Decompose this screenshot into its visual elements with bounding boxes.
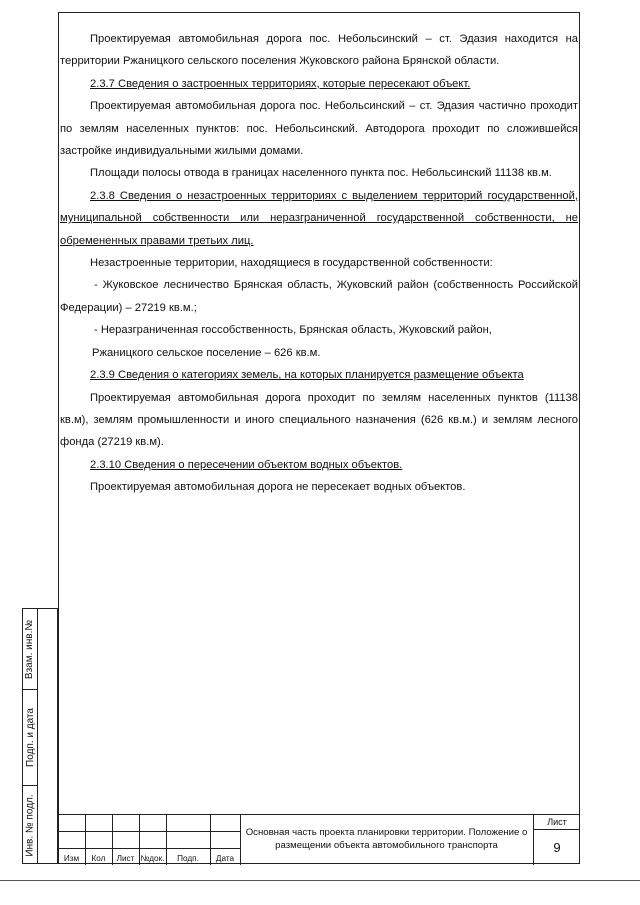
- list-item: - Неразграниченная госсобственность, Брянская область, Жуковский район,: [94, 324, 492, 337]
- side-label-text: Подп. и дата: [24, 707, 36, 767]
- section-heading: 2.3.7 Сведения о застроенных территориях, которые пересекают объект.: [90, 77, 471, 90]
- list-item-continuation: Ржаницкого сельское поселение – 626 кв.м.: [92, 346, 321, 359]
- paragraph: Проектируемая автомобильная дорога не пересекает водных объектов.: [90, 481, 466, 494]
- header-list: Лист: [116, 854, 135, 863]
- scan-edge-line: [0, 880, 640, 881]
- paragraph: Незастроенные территории, находящиеся в государственной собственности:: [90, 257, 493, 270]
- side-label-text: Инв. № подл.: [24, 793, 36, 857]
- section-heading: 2.3.9 Сведения о категориях земель, на которых планируется размещение объекта: [90, 369, 524, 382]
- section-heading: 2.3.10 Сведения о пересечении объектом водных объектов.: [90, 458, 403, 471]
- paragraph: Площади полосы отвода в границах населенного пункта пос. Небольсинский 11138 кв.м.: [90, 167, 552, 180]
- side-label-vzam: [23, 609, 37, 690]
- paragraph: Проектируемая автомобильная дорога пос. Небольсинский – ст. Эдазия находится на территории Ржаницкого сельского поселения Жуковского района Брянской области.: [60, 33, 578, 68]
- section-heading: 2.3.8 Сведения о незастроенных территориях с выделением территорий государственной, муниципальной собственности или неразграниченной государственной собственности, не обремененных правами третьих лиц.: [60, 189, 578, 247]
- revision-table: [58, 815, 240, 865]
- side-label-text: Взам. инв.№: [24, 619, 36, 679]
- document-title: Основная часть проекта планировки территории. Положение о размещении объекта автомобильного транспорта: [240, 815, 534, 865]
- header-podp: Подп.: [177, 854, 199, 863]
- header-data: Дата: [215, 854, 235, 863]
- sheet-cell: [534, 815, 580, 865]
- header-ndok: №док.: [140, 854, 165, 863]
- side-divider: [37, 609, 38, 863]
- document-body: [60, 28, 578, 499]
- side-label-podp: [23, 689, 37, 786]
- side-label-inv: [23, 785, 37, 865]
- sheet-number: 9: [553, 839, 561, 855]
- sheet-label: Лист: [534, 815, 580, 830]
- paragraph: Проектируемая автомобильная дорога проходит по землям населенных пунктов (11138 кв.м), землям промышленности и иного специального назначения (626 кв.м.) и землям лесного фонда (27219 кв.м).: [60, 391, 578, 449]
- paragraph: Проектируемая автомобильная дорога пос. Небольсинский – ст. Эдазия частично проходит по землям населенных пунктов: пос. Небольсинский. Автодорога проходит по сложившейся застройке индивидуальными жилыми домами.: [60, 100, 578, 158]
- header-kol: Кол: [91, 854, 106, 863]
- list-item: - Жуковское лесничество Брянская область, Жуковский район (собственность Российской Федерации) – 27219 кв.м.;: [60, 279, 578, 314]
- title-block: [58, 814, 580, 864]
- header-izm: Изм: [63, 854, 80, 863]
- side-stamp: [22, 608, 58, 864]
